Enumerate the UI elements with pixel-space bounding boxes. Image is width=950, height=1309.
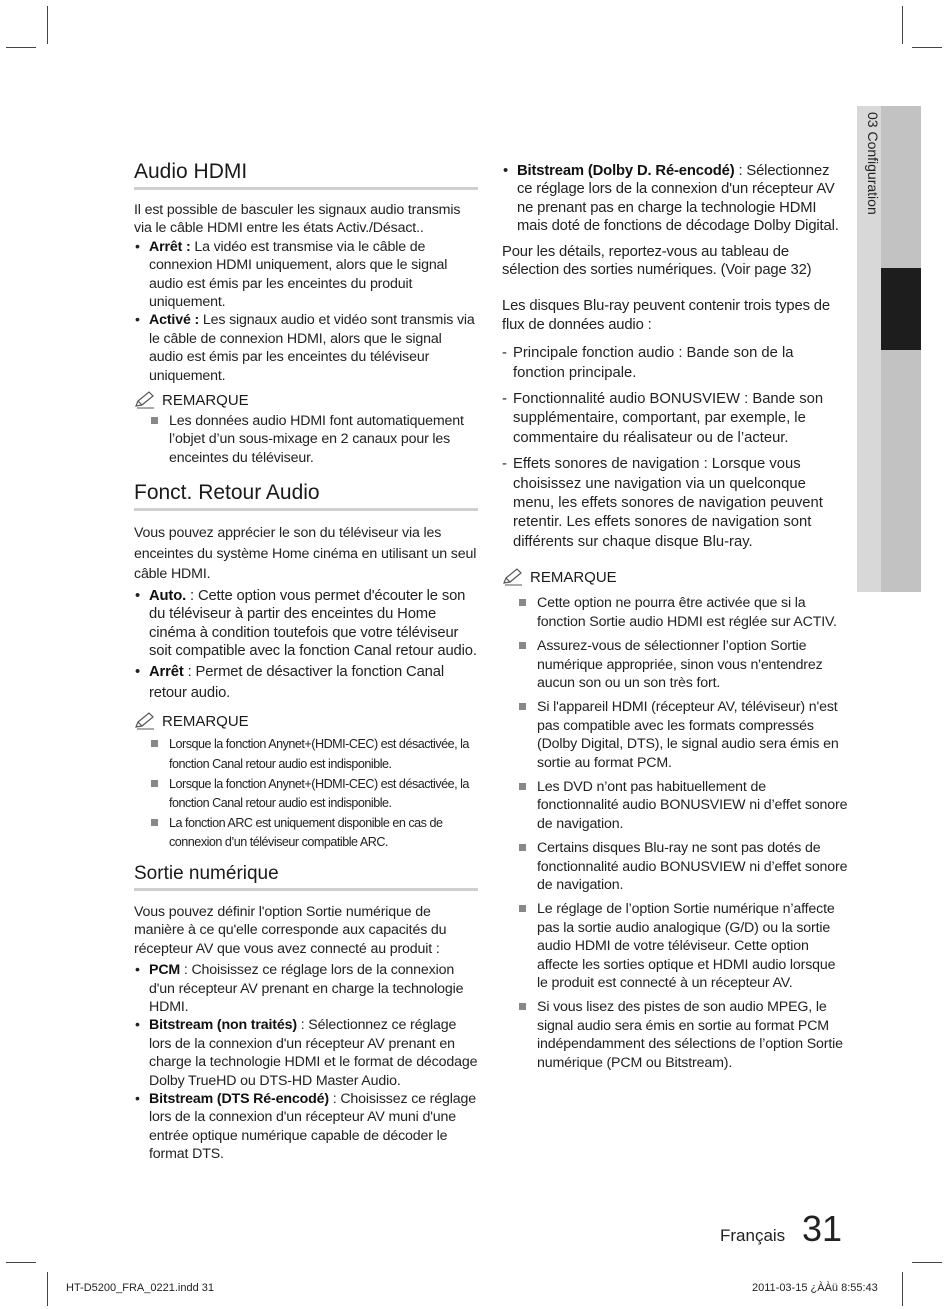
list-item: Cette option ne pourra être activée que si la fonction Sortie audio HDMI est réglée sur ACTIV. <box>517 594 848 631</box>
list-item: - Effets sonores de navigation : Lorsque vous choisissez une navigation via un quelconque menu, les effets sonores de navigation peuvent retentir. Les effets sonores de navigation sont différents sur chaque disque Blu-ray. <box>502 456 823 550</box>
remark-heading: REMARQUE <box>502 568 848 586</box>
crop-mark <box>6 1262 36 1263</box>
audio-hdmi-notes <box>134 412 478 467</box>
retour-audio-intro: Vous pouvez apprécier le son du téléviseur via les enceintes du système Home cinéma en utilisant un seul câble HDMI. <box>134 525 477 583</box>
list-item: Les données audio HDMI font automatiquement l’objet d’un sous-mixage en 2 canaux pour les enceintes du téléviseur. <box>149 412 478 467</box>
footer-language: Français <box>720 1226 786 1245</box>
side-tab-marker <box>881 268 921 350</box>
right-notes <box>502 594 848 1072</box>
crop-mark <box>902 6 903 44</box>
list-item: • Arrêt : La vidéo est transmise via le câble de connexion HDMI uniquement, alors que le signal audio est émis par les enceintes du produit uniquement. <box>135 238 448 311</box>
list-item: • PCM : Choisissez ce réglage lors de la connexion d'un récepteur AV prenant en charge la technologie HDMI. <box>135 962 464 1015</box>
list-item: - Fonctionnalité audio BONUSVIEW : Bande son supplémentaire, comportant, par exemple, le commentaire du réalisateur ou de l’acteur. <box>502 391 824 446</box>
pencil-icon <box>502 568 524 586</box>
crop-mark <box>47 6 48 44</box>
section-title-audio-hdmi: Audio HDMI <box>134 160 478 190</box>
chapter-side-tab <box>857 106 921 592</box>
bitstream-dolby-bullet <box>502 162 848 236</box>
list-item: - Principale fonction audio : Bande son de la fonction principale. <box>502 345 794 381</box>
details-reference: Pour les détails, reportez-vous au tableau de sélection des sorties numériques. (Voir page 32) <box>502 243 812 279</box>
print-slug-file: HT-D5200_FRA_0221.indd 31 <box>66 1282 214 1294</box>
list-item: Si l'appareil HDMI (récepteur AV, téléviseur) n'est pas compatible avec les formats compressés (Dolby Digital, DTS), le signal audio sera émis en sortie au format PCM. <box>517 698 848 772</box>
right-column <box>502 162 848 1072</box>
list-item: Lorsque la fonction Anynet+(HDMI-CEC) est désactivée, la fonction Canal retour audio est indisponible. <box>149 775 478 814</box>
list-item: • Activé : Les signaux audio et vidéo sont transmis via le câble de connexion HDMI, alors que le signal audio est émis par les enceintes du téléviseur uniquement. <box>135 312 475 384</box>
pencil-icon <box>134 712 156 730</box>
list-item: La fonction ARC est uniquement disponible en cas de connexion d’un téléviseur compatible ARC. <box>149 814 478 853</box>
list-item: Certains disques Blu-ray ne sont pas dotés de fonctionnalité audio BONUSVIEW ni d’effet sonore de navigation. <box>517 839 848 894</box>
list-item: • Arrêt : Permet de désactiver la fonction Canal retour audio. <box>135 664 444 701</box>
crop-mark <box>902 1272 903 1306</box>
list-item: Assurez-vous de sélectionner l’option Sortie numérique appropriée, sinon vous n'entendrez aucun son ou un son très fort. <box>517 637 848 692</box>
retour-audio-notes <box>134 735 478 853</box>
list-item: • Bitstream (non traités) : Sélectionnez ce réglage lors de la connexion d'un récepteur AV prenant en charge la technologie HDMI et le format de décodage Dolby TrueHD ou DTS-HD Master Audio. <box>135 1017 478 1089</box>
pencil-icon <box>134 391 156 409</box>
section-title-retour-audio: Fonct. Retour Audio <box>134 481 478 511</box>
sortie-numerique-bullets <box>134 961 478 1163</box>
list-item: Si vous lisez des pistes de son audio MPEG, le signal audio sera émis en sortie au format PCM indépendamment des sélections de l’option Sortie numérique (PCM ou Bitstream). <box>517 998 848 1072</box>
print-slug-stamp: 2011-03-15 ¿ÀÀü 8:55:43 <box>752 1282 878 1294</box>
remark-heading: REMARQUE <box>134 391 478 409</box>
list-item: • Auto. : Cette option vous permet d'écouter le son du téléviseur à partir des enceintes du Home cinéma à condition toutefois que votre téléviseur soit compatible avec la fonction Canal retour audio. <box>135 587 477 659</box>
sortie-numerique-intro: Vous pouvez définir l'option Sortie numérique de manière à ce qu'elle corresponde aux capacités du récepteur AV que vous avez connecté au produit : <box>134 903 447 957</box>
list-item: • Bitstream (DTS Ré-encodé) : Choisissez ce réglage lors de la connexion d'un récepteur AV muni d'une entrée optique numérique capable de décoder le format DTS. <box>135 1091 476 1163</box>
audio-hdmi-intro: Il est possible de basculer les signaux audio transmis via le câble HDMI entre les états Activ./Désact.. <box>134 202 461 237</box>
crop-mark <box>47 1272 48 1306</box>
list-item: Le réglage de l’option Sortie numérique n’affecte pas la sortie audio analogique (G/D) ou la sortie audio HDMI de votre téléviseur. Cette option affecte les sorties optique et HDMI audio lorsque le produit est connecté à un récepteur AV. <box>517 900 848 992</box>
audio-hdmi-bullets <box>134 238 478 385</box>
section-title-sortie-numerique: Sortie numérique <box>134 863 478 891</box>
crop-mark <box>912 1262 942 1263</box>
remark-heading: REMARQUE <box>134 712 478 730</box>
retour-audio-bullets <box>134 587 478 704</box>
bluray-intro: Les disques Blu-ray peuvent contenir trois types de flux de données audio : <box>502 297 830 334</box>
list-item: Les DVD n’ont pas habituellement de fonctionnalité audio BONUSVIEW ni d’effet sonore de navigation. <box>517 778 848 833</box>
list-item: Lorsque la fonction Anynet+(HDMI-CEC) est désactivée, la fonction Canal retour audio est indisponible. <box>149 735 478 774</box>
list-item: • Bitstream (Dolby D. Ré-encodé) : Sélectionnez ce réglage lors de la connexion d'un récepteur AV ne prenant pas en charge la technologie HDMI mais doté de fonctions de décodage Dolby Digital. <box>503 163 839 235</box>
crop-mark <box>912 47 942 48</box>
side-tab-label: 03 Configuration <box>865 112 881 215</box>
crop-mark <box>6 47 36 48</box>
page-number: 31 <box>802 1208 843 1249</box>
left-column <box>134 152 478 1164</box>
